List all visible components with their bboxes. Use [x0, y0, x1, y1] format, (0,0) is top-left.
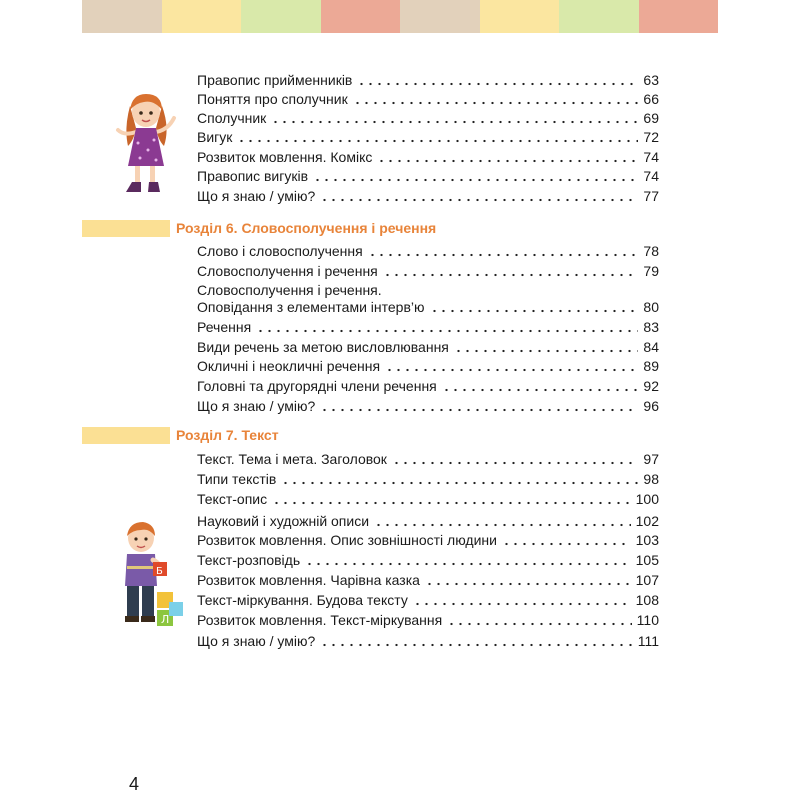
toc-entry-title: Розвиток мовлення. Чарівна казка	[197, 572, 420, 588]
toc-entry[interactable]	[197, 610, 659, 629]
toc-entry-title: Текст-опис	[197, 491, 268, 507]
toc-leader-dots	[383, 263, 639, 277]
toc-entry-page: 66	[643, 91, 659, 107]
toc-entry-title: Правопис прийменників	[197, 72, 353, 88]
toc-leader-dots	[374, 513, 631, 527]
toc-leader-dots	[368, 243, 639, 257]
toc-entry-title: Що я знаю / умію?	[197, 188, 316, 204]
toc-entry-title: Вигук	[197, 129, 233, 145]
toc-entry-title: Науковий і художній описи	[197, 513, 370, 529]
toc-entry[interactable]	[197, 186, 659, 205]
toc-entry-title: Словосполучення і речення	[197, 263, 378, 279]
toc-leader-dots	[392, 451, 639, 465]
toc-entry[interactable]	[197, 89, 659, 108]
toc-entry-title: Сполучник	[197, 110, 267, 126]
band-segment	[400, 0, 480, 33]
band-segment	[480, 0, 560, 33]
toc-leader-dots	[385, 358, 638, 372]
toc-entry[interactable]	[197, 297, 659, 316]
toc-entry-page: 83	[643, 319, 659, 335]
toc-entry[interactable]	[197, 376, 659, 395]
toc-entry[interactable]	[197, 147, 659, 166]
toc-leader-dots	[430, 299, 639, 313]
toc-entry-title: Що я знаю / умію?	[197, 633, 316, 649]
toc-entry-title-line1: Словосполучення і речення.	[197, 282, 382, 298]
toc-leader-dots	[320, 398, 638, 412]
toc-leader-dots	[272, 491, 631, 505]
band-segment	[82, 0, 162, 33]
toc-entry-page: 111	[637, 633, 659, 649]
toc-entry-title: Текст-розповідь	[197, 552, 301, 568]
toc-leader-dots	[237, 129, 638, 143]
toc-entry-title: Розвиток мовлення. Текст-міркування	[197, 612, 443, 628]
toc-entry-page: 103	[635, 532, 659, 548]
toc-leader-dots	[377, 149, 638, 163]
toc-leader-dots	[256, 319, 638, 333]
toc-entry[interactable]	[197, 241, 659, 260]
toc-entry-page: 98	[643, 471, 659, 487]
toc-entry-page: 84	[643, 339, 659, 355]
toc-entry[interactable]	[197, 108, 659, 127]
toc-entry[interactable]	[197, 317, 659, 336]
toc-entry-page: 96	[643, 398, 659, 414]
toc-entry[interactable]	[197, 261, 659, 280]
toc-entry-page: 107	[635, 572, 659, 588]
toc-entry-title: Розвиток мовлення. Комікс	[197, 149, 373, 165]
section-6-title: Розділ 6. Словосполучення і речення	[176, 220, 437, 236]
toc-entry[interactable]	[197, 511, 659, 530]
toc-entry-page: 100	[635, 491, 659, 507]
toc-leader-dots	[353, 91, 639, 105]
toc-leader-dots	[320, 188, 638, 202]
toc-entry-title: Текст-міркування. Будова тексту	[197, 592, 408, 608]
top-color-band	[82, 0, 718, 33]
band-segment	[559, 0, 639, 33]
toc-leader-dots	[454, 339, 639, 353]
girl-illustration	[110, 88, 185, 196]
toc-entry-page: 110	[636, 612, 659, 628]
band-segment	[162, 0, 242, 33]
section-6-marker	[82, 220, 170, 237]
toc-entry[interactable]	[197, 70, 659, 89]
toc-entry[interactable]	[197, 469, 659, 488]
toc-leader-dots	[442, 378, 639, 392]
toc-entry-page: 74	[643, 149, 659, 165]
toc-entry[interactable]	[197, 449, 659, 468]
toc-entry-page: 78	[643, 243, 659, 259]
toc-entry-title: Головні та другорядні члени речення	[197, 378, 437, 394]
toc-entry-page: 89	[643, 358, 659, 374]
toc-leader-dots	[447, 612, 631, 626]
toc-entry[interactable]	[197, 337, 659, 356]
toc-entry-page: 80	[643, 299, 659, 315]
toc-leader-dots	[502, 532, 631, 546]
toc-leader-dots	[413, 592, 631, 606]
toc-entry-title: Оповідання з елементами інтерв’ю	[197, 299, 425, 315]
toc-entry-title: Речення	[197, 319, 252, 335]
page-number: 4	[129, 774, 140, 794]
toc-entry-title: Розвиток мовлення. Опис зовнішності людини	[197, 532, 497, 548]
toc-entry[interactable]	[197, 590, 659, 609]
svg-text:Л: Л	[161, 613, 170, 626]
toc-entry-title: Текст. Тема і мета. Заголовок	[197, 451, 387, 467]
toc-leader-dots	[271, 110, 638, 124]
toc-entry[interactable]	[197, 570, 659, 589]
toc-entry-page: 77	[643, 188, 659, 204]
section-7-marker	[82, 427, 170, 444]
toc-entry-page: 63	[643, 72, 659, 88]
band-segment	[639, 0, 719, 33]
section-7-title: Розділ 7. Текст	[176, 427, 279, 443]
toc-entry-title: Поняття про сполучник	[197, 91, 348, 107]
toc-entry-page: 69	[643, 110, 659, 126]
toc-entry[interactable]	[197, 127, 659, 146]
toc-leader-dots	[425, 572, 631, 586]
toc-entry-page: 97	[643, 451, 659, 467]
toc-entry-title: Слово і словосполучення	[197, 243, 363, 259]
toc-entry-title: Правопис вигуків	[197, 168, 309, 184]
toc-entry-page: 102	[635, 513, 659, 529]
toc-entry[interactable]	[197, 166, 659, 185]
toc-entry-title: Окличні і неокличні речення	[197, 358, 381, 374]
toc-entry[interactable]	[197, 631, 659, 650]
toc-entry-page: 74	[643, 168, 659, 184]
toc-entry-page: 108	[635, 592, 659, 608]
toc-entry-page: 72	[643, 129, 659, 145]
toc-leader-dots	[313, 168, 638, 182]
band-segment	[241, 0, 321, 33]
toc-entry-page: 92	[643, 378, 659, 394]
boy-with-blocks-illustration	[113, 518, 185, 628]
toc-entry-page: 79	[643, 263, 659, 279]
toc-entry[interactable]	[197, 356, 659, 375]
toc-leader-dots	[320, 633, 632, 647]
toc-entry[interactable]	[197, 530, 659, 549]
toc-entry-title: Що я знаю / умію?	[197, 398, 316, 414]
toc-entry-title: Типи текстів	[197, 471, 277, 487]
toc-entry[interactable]	[197, 489, 659, 508]
toc-entry[interactable]	[197, 550, 659, 569]
toc-leader-dots	[281, 471, 638, 485]
toc-entry-title: Види речень за метою висловлювання	[197, 339, 449, 355]
svg-text:Б: Б	[156, 566, 163, 577]
toc-leader-dots	[305, 552, 631, 566]
band-segment	[321, 0, 401, 33]
toc-entry[interactable]	[197, 396, 659, 415]
toc-entry-page: 105	[635, 552, 659, 568]
toc-leader-dots	[357, 72, 638, 86]
